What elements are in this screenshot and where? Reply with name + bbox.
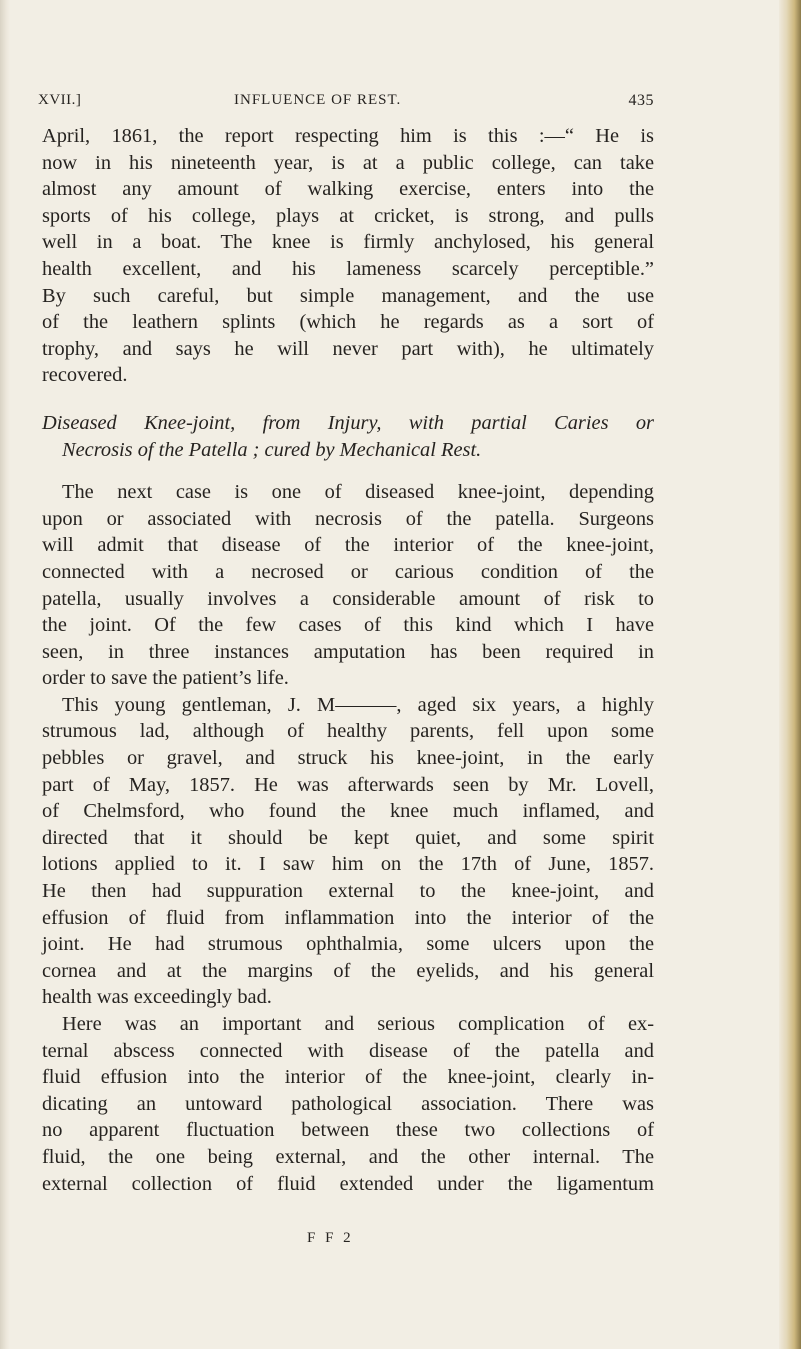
text-line: recovered. [42,364,128,387]
running-title: INFLUENCE OF REST. [234,92,402,108]
text-line: pebbles or gravel, and struck his knee-joint, in the early [42,747,654,770]
page-edge-right [779,0,801,1349]
text-line: of the leathern splints (which he regards as a sort of [42,311,654,334]
text-line: upon or associated with necrosis of the patella. Surgeons [42,507,654,530]
text-line: well in a boat. The knee is firmly anchylosed, his general [42,231,654,254]
text-line: directed that it should be kept quiet, and some spirit [42,826,654,849]
text-line: patella, usually involves a considerable amount of risk to [42,587,654,610]
text-line: fluid, the one being external, and the other internal. The [42,1145,654,1168]
running-header [38,92,654,116]
paragraph-april-report [42,123,654,389]
text-line: trophy, and says he will never part with), he ultimately [42,337,654,360]
signature-mark: F F 2 [307,1230,354,1246]
heading-line: Diseased Knee-joint, from Injury, with partial Caries or [42,411,654,434]
page-edge-left [0,0,10,1349]
text-line: strumous lad, although of healthy parents, fell upon some [42,720,654,743]
text-line: health was exceedingly bad. [42,986,272,1009]
chapter-number: XVII.] [38,92,82,108]
text-line: will admit that disease of the interior of the knee-joint, [42,534,654,557]
text-line: ternal abscess connected with disease of the patella and [42,1039,654,1062]
text-line: cornea and at the margins of the eyelids, and his general [42,959,654,982]
text-line: By such careful, but simple management, and the use [42,284,654,307]
text-line: seen, in three instances amputation has been required in [42,640,654,663]
paragraph-diseased-knee [42,479,654,692]
text-line: Here was an important and serious complication of ex- [62,1013,654,1035]
paragraph-case-history [42,692,654,1011]
text-line: fluid effusion into the interior of the knee-joint, clearly in- [42,1066,654,1089]
text-line: of Chelmsford, who found the knee much inflamed, and [42,800,654,823]
text-line: The next case is one of diseased knee-joint, depending [62,481,654,504]
text-line: external collection of fluid extended under the ligamentum [42,1172,654,1195]
text-line: no apparent fluctuation between these two collections of [42,1119,654,1142]
text-line: the joint. Of the few cases of this kind which I have [42,614,654,637]
text-line: part of May, 1857. He was afterwards seen by Mr. Lovell, [42,773,654,796]
text-line: April, 1861, the report respecting him is this :—“ He is [42,125,654,147]
text-line: joint. He had strumous ophthalmia, some ulcers upon the [42,933,654,956]
text-line: lotions applied to it. I saw him on the 17th of June, 1857. [42,853,654,876]
text-line: almost any amount of walking exercise, enters into the [42,178,654,201]
heading-line: Necrosis of the Patella ; cured by Mechanical Rest. [62,438,482,461]
text-line: now in his nineteenth year, is at a public college, can take [42,151,654,174]
text-line: sports of his college, plays at cricket, is strong, and pulls [42,204,654,227]
page-number: 435 [628,92,654,109]
text-line: He then had suppuration external to the knee-joint, and [42,880,654,903]
text-line: effusion of fluid from inflammation into the interior of the [42,906,654,929]
text-line: connected with a necrosed or carious condition of the [42,560,654,583]
text-line: health excellent, and his lameness scarcely perceptible.” [42,257,654,280]
section-heading [42,410,654,463]
text-line: order to save the patient’s life. [42,667,289,690]
body-text [42,123,654,1197]
paragraph-complication [42,1011,654,1197]
text-line: dicating an untoward pathological association. There was [42,1092,654,1115]
text-line: This young gentleman, J. M———, aged six years, a highly [62,693,654,716]
